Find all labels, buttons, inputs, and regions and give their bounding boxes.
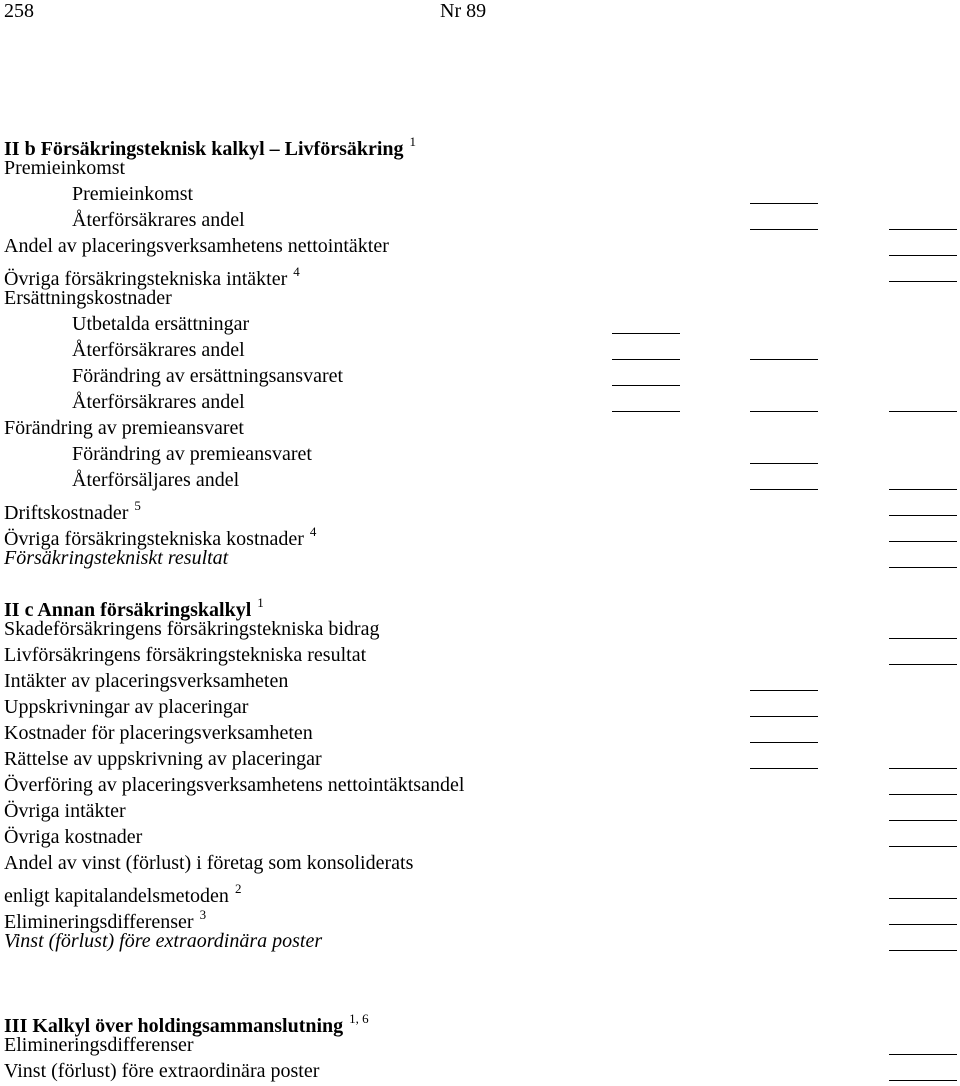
line-item-text bbox=[72, 311, 249, 337]
line-item-text bbox=[4, 824, 142, 850]
line-item-text bbox=[4, 746, 322, 772]
amount-blank-line bbox=[889, 794, 957, 795]
section-title-label: II b Försäkringsteknisk kalkyl – Livförsäkring bbox=[4, 138, 404, 160]
line-item bbox=[0, 694, 960, 720]
amount-blank-line bbox=[889, 898, 957, 899]
line-item-label: Premieinkomst bbox=[4, 157, 126, 179]
line-item-text bbox=[4, 720, 313, 746]
footnote-marker: 5 bbox=[134, 498, 141, 513]
line-item bbox=[0, 545, 960, 571]
line-item-label: Återförsäkrares andel bbox=[72, 391, 245, 413]
line-item-text bbox=[72, 207, 245, 233]
line-item bbox=[0, 642, 960, 668]
amount-blank-line bbox=[889, 950, 957, 951]
line-item-text bbox=[4, 616, 379, 642]
line-item-label: Övriga försäkringstekniska intäkter bbox=[4, 268, 288, 290]
footnote-marker: 4 bbox=[293, 264, 300, 279]
line-item-text bbox=[4, 1058, 319, 1084]
line-item-text bbox=[72, 467, 239, 493]
line-item-label: Andel av vinst (förlust) i företag som konsoliderats bbox=[4, 852, 414, 874]
line-item bbox=[0, 493, 960, 524]
section-title-ii-c bbox=[0, 590, 960, 621]
line-item-text bbox=[4, 798, 126, 824]
line-item-label: Övriga kostnader bbox=[4, 826, 143, 848]
line-item-text bbox=[4, 694, 248, 720]
line-item-label: Vinst (förlust) före extraordinära poster bbox=[4, 1060, 320, 1082]
line-item bbox=[0, 824, 960, 850]
line-item bbox=[0, 181, 960, 207]
footnote-marker: 1 bbox=[409, 134, 417, 149]
line-item bbox=[0, 850, 960, 876]
line-item-text bbox=[4, 285, 172, 311]
amount-blank-line bbox=[889, 567, 957, 568]
line-item bbox=[0, 746, 960, 772]
amount-blank-line bbox=[889, 768, 957, 769]
footnote-marker: 2 bbox=[234, 881, 242, 896]
line-item bbox=[0, 902, 960, 933]
amount-blank-line bbox=[889, 281, 957, 282]
line-item-text bbox=[72, 181, 193, 207]
amount-blank-line bbox=[889, 846, 957, 847]
line-item-label: Driftskostnader bbox=[4, 502, 129, 524]
page-header bbox=[0, 0, 960, 28]
line-item-label: Elimineringsdifferenser bbox=[4, 911, 194, 933]
line-item bbox=[0, 928, 960, 954]
amount-blank-line bbox=[750, 742, 818, 743]
amount-blank-line bbox=[889, 638, 957, 639]
line-item-label: Utbetalda ersättningar bbox=[72, 313, 250, 335]
line-item bbox=[0, 207, 960, 233]
line-item-text bbox=[4, 928, 322, 954]
line-item-text bbox=[4, 668, 288, 694]
line-item bbox=[0, 441, 960, 467]
line-item-text bbox=[72, 441, 312, 467]
line-item-label: Förändring av premieansvaret bbox=[4, 417, 244, 439]
line-item bbox=[0, 798, 960, 824]
line-item-label: Uppskrivningar av placeringar bbox=[4, 696, 249, 718]
line-item-label: Intäkter av placeringsverksamheten bbox=[4, 670, 289, 692]
line-item-label: Rättelse av uppskrivning av placeringar bbox=[4, 748, 322, 770]
line-item-text bbox=[4, 1032, 194, 1058]
line-item-text bbox=[4, 155, 125, 181]
line-item-text bbox=[72, 363, 343, 389]
line-item-label: Kostnader för placeringsverksamheten bbox=[4, 722, 313, 744]
amount-blank-line bbox=[889, 664, 957, 665]
line-item-label: Återförsäljares andel bbox=[72, 469, 240, 491]
line-item-label: Andel av placeringsverksamhetens nettointäkter bbox=[4, 235, 389, 257]
line-item-label: Övriga intäkter bbox=[4, 800, 126, 822]
amount-blank-line bbox=[889, 1054, 957, 1055]
issue-number: Nr 89 bbox=[440, 0, 487, 22]
footnote-marker: 4 bbox=[309, 524, 317, 539]
line-item-text bbox=[4, 642, 366, 668]
line-item-label: Ersättningskostnader bbox=[4, 287, 172, 309]
amount-blank-line bbox=[612, 411, 680, 412]
section-title-label: II c Annan försäkringskalkyl bbox=[4, 599, 252, 621]
amount-blank-line bbox=[889, 255, 957, 256]
line-item bbox=[0, 337, 960, 363]
amount-blank-line bbox=[750, 229, 818, 230]
line-item-label: Överföring av placeringsverksamhetens nettointäktsandel bbox=[4, 774, 465, 796]
amount-blank-line bbox=[750, 716, 818, 717]
line-item-text bbox=[72, 337, 245, 363]
footnote-marker: 3 bbox=[199, 907, 207, 922]
line-item bbox=[0, 1058, 960, 1084]
line-item-label: Återförsäkrares andel bbox=[72, 339, 245, 361]
line-item bbox=[0, 259, 960, 290]
line-item bbox=[0, 668, 960, 694]
amount-blank-line bbox=[889, 924, 957, 925]
line-item-label: Elimineringsdifferenser bbox=[4, 1034, 194, 1056]
line-item-label: Premieinkomst bbox=[72, 183, 194, 205]
line-item-text bbox=[4, 415, 244, 441]
line-item-text bbox=[4, 545, 228, 571]
line-item bbox=[0, 363, 960, 389]
line-item bbox=[0, 233, 960, 259]
amount-blank-line bbox=[750, 203, 818, 204]
line-item-label: Vinst (förlust) före extraordinära poster bbox=[4, 930, 323, 952]
amount-blank-line bbox=[889, 489, 957, 490]
line-item-label: Livförsäkringens försäkringstekniska resultat bbox=[4, 644, 367, 666]
line-item bbox=[0, 467, 960, 493]
line-item bbox=[0, 772, 960, 798]
line-item-label: Förändring av premieansvaret bbox=[72, 443, 312, 465]
line-item-label: Försäkringstekniskt resultat bbox=[4, 547, 229, 569]
amount-blank-line bbox=[889, 515, 957, 516]
amount-blank-line bbox=[612, 333, 680, 334]
line-item-label: Återförsäkrares andel bbox=[72, 209, 245, 231]
line-item-label: enligt kapitalandelsmetoden bbox=[4, 885, 229, 907]
line-item bbox=[0, 876, 960, 907]
line-item bbox=[0, 311, 960, 337]
amount-blank-line bbox=[889, 1080, 957, 1081]
section-title-ii-b bbox=[0, 129, 960, 160]
line-item-label: Förändring av ersättningsansvaret bbox=[72, 365, 344, 387]
section-title-iii bbox=[0, 1006, 960, 1037]
section-title-label: III Kalkyl över holdingsammanslutning bbox=[4, 1015, 344, 1037]
amount-blank-line bbox=[889, 229, 957, 230]
line-item bbox=[0, 616, 960, 642]
amount-blank-line bbox=[889, 820, 957, 821]
line-item bbox=[0, 285, 960, 311]
amount-blank-line bbox=[750, 463, 818, 464]
line-item bbox=[0, 389, 960, 415]
amount-blank-line bbox=[750, 768, 818, 769]
page-number: 258 bbox=[4, 0, 34, 22]
footnote-marker: 1 bbox=[257, 595, 264, 610]
amount-blank-line bbox=[750, 690, 818, 691]
line-item bbox=[0, 720, 960, 746]
amount-blank-line bbox=[750, 359, 818, 360]
amount-blank-line bbox=[889, 411, 957, 412]
line-item-text bbox=[4, 772, 464, 798]
amount-blank-line bbox=[750, 411, 818, 412]
amount-blank-line bbox=[612, 385, 680, 386]
amount-blank-line bbox=[889, 541, 957, 542]
line-item-label: Skadeförsäkringens försäkringstekniska bidrag bbox=[4, 618, 380, 640]
footnote-marker: 1, 6 bbox=[349, 1011, 369, 1026]
line-item bbox=[0, 415, 960, 441]
amount-blank-line bbox=[612, 359, 680, 360]
amount-blank-line bbox=[750, 489, 818, 490]
line-item-text bbox=[72, 389, 245, 415]
line-item-label: Övriga försäkringstekniska kostnader bbox=[4, 528, 304, 550]
line-item bbox=[0, 519, 960, 550]
line-item bbox=[0, 155, 960, 181]
line-item-text bbox=[4, 850, 413, 876]
line-item bbox=[0, 1032, 960, 1058]
line-item-text bbox=[4, 233, 389, 259]
